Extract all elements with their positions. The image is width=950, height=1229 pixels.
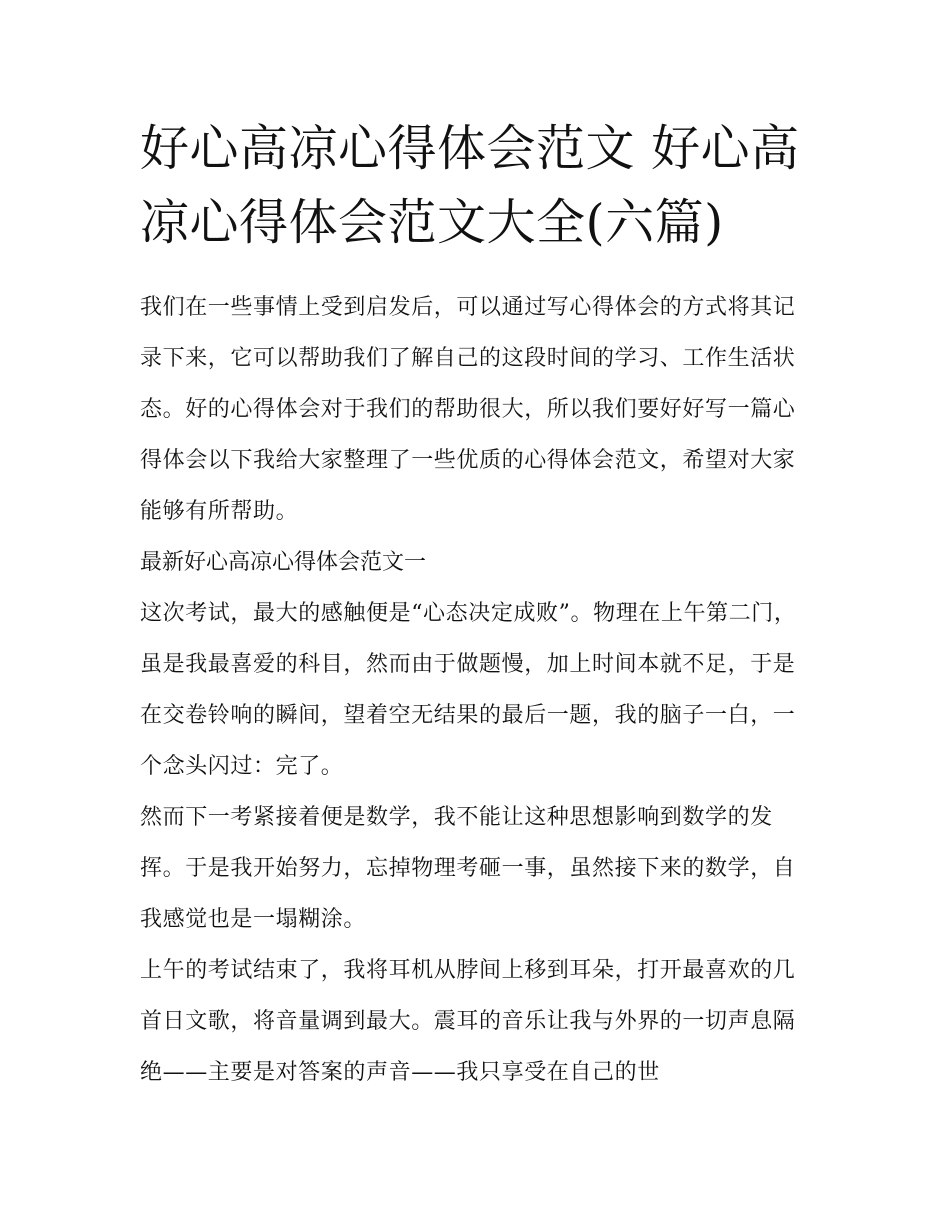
document-content [140,112,812,1098]
intro-paragraph: 我们在一些事情上受到启发后，可以通过写心得体会的方式将其记录下来，它可以帮助我们了解自己的这段时间的学习、工作生活状态。好的心得体会对于我们的帮助很大，所以我们要好好写一篇心得体会以下我给大家整理了一些优质的心得体会范文，希望对大家能够有所帮助。 [140,295,796,524]
section-heading: 最新好心高凉心得体会范文一 [140,550,427,575]
body-paragraph: 上午的考试结束了，我将耳机从脖间上移到耳朵，打开最喜欢的几首日文歌，将音量调到最大。震耳的音乐让我与外界的一切声息隔绝——主要是对答案的声音——我只享受在自己的世 [140,958,796,1085]
body-paragraph: 这次考试，最大的感触便是“心态决定成败”。物理在上午第二门，虽是我最喜爱的科目，然而由于做题慢，加上时间本就不足，于是在交卷铃响的瞬间，望着空无结果的最后一题，我的脑子一白，一个念头闪过：完了。 [140,601,797,779]
document-title: 好心高凉心得体会范文 好心高凉心得体会范文大全(六篇) [140,120,800,251]
body-paragraph: 然而下一考紧接着便是数学，我不能让这种思想影响到数学的发挥。于是我开始努力，忘掉物理考砸一事，虽然接下来的数学，自我感觉也是一塌糊涂。 [140,805,796,932]
